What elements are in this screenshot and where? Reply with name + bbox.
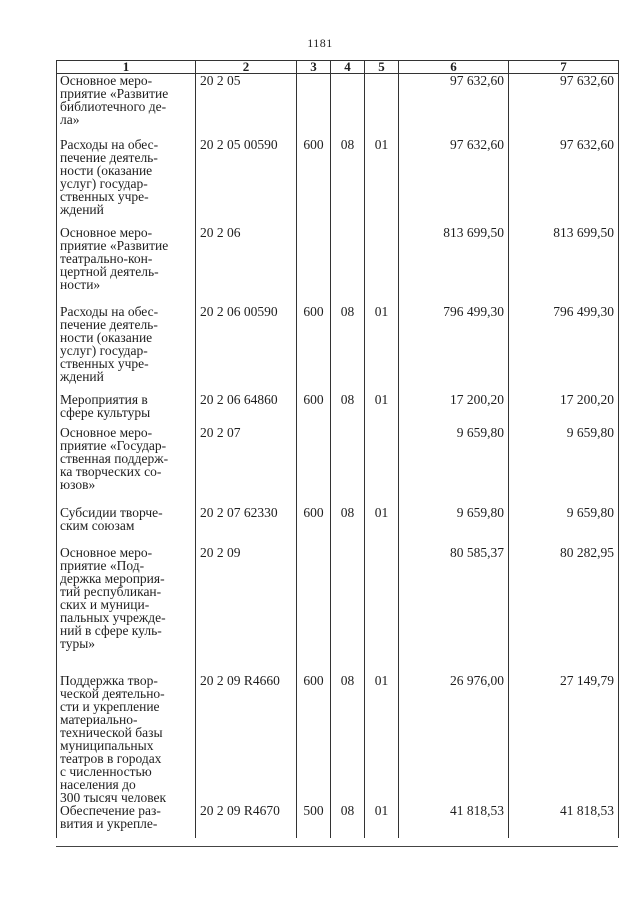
column-5-cell-text: 01 — [374, 802, 389, 818]
name-cell-text: Основное меро- приятие «Государ- ственная поддерж- ка творческих со- юзов» — [60, 424, 169, 492]
column-7-amount-cell — [509, 804, 619, 838]
column-5-cell-text: 01 — [374, 136, 389, 152]
code-cell-text: 20 2 05 00590 — [200, 136, 278, 152]
column-header-5: 5 — [365, 61, 399, 74]
name-cell-text: Основное меро- приятие «Развитие театрально-кон- цертной деятель- ности» — [60, 224, 169, 292]
code-cell — [196, 393, 297, 426]
name-cell-text: Поддержка твор- ческой деятельно- сти и укрепление материально- технической базы муниципальных театров в городах с численностью населения до 300 тысяч человек — [60, 672, 167, 805]
code-cell — [196, 226, 297, 305]
name-cell — [57, 74, 196, 138]
column-7-amount-cell-text: 17 200,20 — [560, 391, 614, 407]
column-6-amount-cell — [399, 426, 509, 506]
column-5-cell — [365, 74, 399, 138]
code-cell — [196, 74, 297, 138]
column-5-cell-text: 01 — [374, 672, 389, 688]
column-7-amount-cell-text: 80 282,95 — [560, 544, 614, 560]
column-4-cell-text: 08 — [340, 303, 355, 319]
code-cell-text: 20 2 06 00590 — [200, 303, 278, 319]
table-row — [57, 226, 619, 305]
name-cell — [57, 804, 196, 838]
name-cell — [57, 506, 196, 546]
column-5-cell — [365, 393, 399, 426]
name-cell-text: Обеспечение раз- вития и укрепле- — [60, 802, 161, 831]
column-6-amount-cell — [399, 506, 509, 546]
column-6-amount-cell-text: 813 699,50 — [443, 224, 504, 240]
column-4-cell-text: 08 — [340, 802, 355, 818]
column-5-cell-text: 01 — [374, 303, 389, 319]
column-6-amount-cell-text: 796 499,30 — [443, 303, 504, 319]
code-cell — [196, 426, 297, 506]
table-row — [57, 393, 619, 426]
column-header-3: 3 — [297, 61, 331, 74]
column-header-7: 7 — [509, 61, 619, 74]
column-7-amount-cell — [509, 138, 619, 226]
code-cell — [196, 674, 297, 804]
code-cell — [196, 804, 297, 838]
column-5-cell — [365, 305, 399, 393]
column-3-cell-text: 600 — [303, 136, 324, 152]
column-7-amount-cell — [509, 674, 619, 804]
page-number: 1181 — [307, 36, 333, 50]
table-row — [57, 804, 619, 838]
column-5-cell — [365, 138, 399, 226]
name-cell — [57, 305, 196, 393]
table-row — [57, 138, 619, 226]
name-cell — [57, 226, 196, 305]
column-4-cell — [331, 74, 365, 138]
column-7-amount-cell — [509, 393, 619, 426]
column-6-amount-cell-text: 41 818,53 — [450, 802, 504, 818]
code-cell — [196, 546, 297, 674]
column-6-amount-cell — [399, 74, 509, 138]
column-4-cell — [331, 506, 365, 546]
column-3-cell — [297, 546, 331, 674]
column-4-cell-text: 08 — [340, 391, 355, 407]
column-7-amount-cell-text: 9 659,80 — [566, 424, 614, 440]
column-4-cell-text: 08 — [340, 504, 355, 520]
column-4-cell-text: 08 — [340, 672, 355, 688]
column-7-amount-cell — [509, 546, 619, 674]
column-4-cell — [331, 305, 365, 393]
column-6-amount-cell-text: 9 659,80 — [456, 504, 504, 520]
column-4-cell — [331, 674, 365, 804]
column-5-cell — [365, 506, 399, 546]
column-3-cell — [297, 138, 331, 226]
column-7-amount-cell-text: 97 632,60 — [560, 136, 614, 152]
column-7-amount-cell-text: 813 699,50 — [553, 224, 614, 240]
name-cell — [57, 674, 196, 804]
column-6-amount-cell-text: 26 976,00 — [450, 672, 504, 688]
column-7-amount-cell-text: 97 632,60 — [560, 73, 614, 88]
column-6-amount-cell-text: 80 585,37 — [450, 544, 504, 560]
column-3-cell — [297, 305, 331, 393]
table-bottom-edge — [56, 846, 618, 847]
name-cell — [57, 426, 196, 506]
column-3-cell — [297, 674, 331, 804]
table-body — [57, 74, 619, 838]
table-row — [57, 546, 619, 674]
column-7-amount-cell-text: 9 659,80 — [566, 504, 614, 520]
column-4-cell — [331, 226, 365, 305]
column-6-amount-cell-text: 97 632,60 — [450, 136, 504, 152]
column-7-amount-cell — [509, 506, 619, 546]
column-6-amount-cell-text: 97 632,60 — [450, 73, 504, 88]
column-5-cell — [365, 226, 399, 305]
name-cell-text: Основное меро- приятие «Развитие библиотечного де- ла» — [60, 73, 169, 127]
column-3-cell — [297, 506, 331, 546]
column-4-cell — [331, 804, 365, 838]
column-4-cell — [331, 393, 365, 426]
column-6-amount-cell — [399, 546, 509, 674]
table-row — [57, 74, 619, 138]
column-6-amount-cell — [399, 674, 509, 804]
column-3-cell-text: 600 — [303, 672, 324, 688]
name-cell-text: Мероприятия в сфере культуры — [60, 391, 151, 420]
column-3-cell — [297, 804, 331, 838]
table-row — [57, 426, 619, 506]
budget-table — [56, 60, 619, 838]
column-4-cell — [331, 138, 365, 226]
column-3-cell — [297, 426, 331, 506]
column-7-amount-cell-text: 41 818,53 — [560, 802, 614, 818]
code-cell-text: 20 2 06 64860 — [200, 391, 278, 407]
code-cell — [196, 305, 297, 393]
name-cell — [57, 546, 196, 674]
column-3-cell-text: 500 — [303, 802, 324, 818]
column-header-6: 6 — [399, 61, 509, 74]
column-4-cell — [331, 546, 365, 674]
name-cell-text: Расходы на обес- печение деятель- ности (оказание услуг) государ- ственных учре- ждений — [60, 303, 159, 384]
column-3-cell — [297, 226, 331, 305]
column-3-cell-text: 600 — [303, 504, 324, 520]
column-3-cell-text: 600 — [303, 391, 324, 407]
code-cell — [196, 138, 297, 226]
table-row — [57, 506, 619, 546]
column-5-cell — [365, 804, 399, 838]
column-5-cell-text: 01 — [374, 504, 389, 520]
column-6-amount-cell — [399, 305, 509, 393]
name-cell-text: Расходы на обес- печение деятель- ности (оказание услуг) государ- ственных учре- ждений — [60, 136, 159, 217]
code-cell-text: 20 2 09 R4670 — [200, 802, 280, 818]
column-5-cell — [365, 674, 399, 804]
column-6-amount-cell — [399, 393, 509, 426]
column-6-amount-cell-text: 17 200,20 — [450, 391, 504, 407]
column-5-cell-text: 01 — [374, 391, 389, 407]
column-6-amount-cell-text: 9 659,80 — [456, 424, 504, 440]
column-5-cell — [365, 426, 399, 506]
column-header-2: 2 — [196, 61, 297, 74]
name-cell-text: Основное меро- приятие «Под- держка мероприя- тий республикан- ских и муници- пальных учрежде- ний в сфере куль- туры» — [60, 544, 166, 651]
column-6-amount-cell — [399, 138, 509, 226]
code-cell — [196, 506, 297, 546]
code-cell-text: 20 2 09 R4660 — [200, 672, 280, 688]
column-4-cell — [331, 426, 365, 506]
code-cell-text: 20 2 07 — [200, 424, 241, 440]
column-7-amount-cell — [509, 305, 619, 393]
code-cell-text: 20 2 05 — [200, 73, 241, 88]
code-cell-text: 20 2 07 62330 — [200, 504, 278, 520]
column-3-cell — [297, 393, 331, 426]
budget-table-frame — [56, 60, 618, 850]
name-cell-text: Субсидии творче- ским союзам — [60, 504, 163, 533]
table-row — [57, 674, 619, 804]
column-7-amount-cell — [509, 426, 619, 506]
name-cell — [57, 138, 196, 226]
column-6-amount-cell — [399, 804, 509, 838]
column-7-amount-cell-text: 27 149,79 — [560, 672, 614, 688]
column-6-amount-cell — [399, 226, 509, 305]
column-3-cell-text: 600 — [303, 303, 324, 319]
table-header-row — [57, 61, 619, 74]
table-row — [57, 305, 619, 393]
name-cell — [57, 393, 196, 426]
column-7-amount-cell — [509, 226, 619, 305]
column-4-cell-text: 08 — [340, 136, 355, 152]
column-header-4: 4 — [331, 61, 365, 74]
column-3-cell — [297, 74, 331, 138]
column-5-cell — [365, 546, 399, 674]
column-7-amount-cell-text: 796 499,30 — [553, 303, 614, 319]
column-header-1: 1 — [57, 61, 196, 74]
column-7-amount-cell — [509, 74, 619, 138]
code-cell-text: 20 2 06 — [200, 224, 241, 240]
code-cell-text: 20 2 09 — [200, 544, 241, 560]
